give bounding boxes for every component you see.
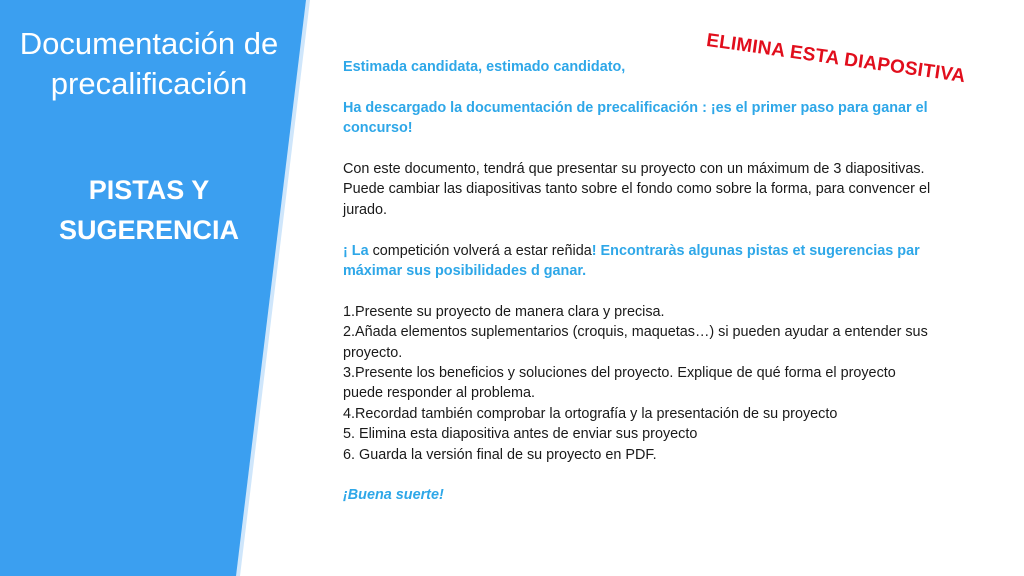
list-item: 4.Recordad también comprobar la ortografía y la presentación de su proyecto <box>343 405 838 422</box>
list-item: puede responder al problema. <box>343 385 536 402</box>
competition-tail: ! Encontraràs algunas pistas et sugerencias par <box>591 242 920 259</box>
list-item: 3.Presente los beneficios y soluciones del proyecto. Explique de qué forma el proyecto <box>343 365 896 382</box>
competition-line-1 <box>343 241 1003 261</box>
paragraph-line-3: jurado. <box>343 201 388 218</box>
subtitle-line-2: SUGERENCIA <box>58 215 240 245</box>
competition-lead: ¡ La <box>343 242 369 259</box>
paragraph-line-1: Con este documento, tendrá que presentar su proyecto con un máximum de 3 diapositivas. <box>343 161 925 177</box>
title-line-1: Documentación de <box>19 26 279 61</box>
page-title <box>8 24 290 104</box>
title-line-2: precalificación <box>50 66 248 101</box>
greeting: Estimada candidata, estimado candidato, <box>343 59 626 75</box>
list-item: 6. Guarda la versión final de su proyecto en PDF. <box>343 446 657 463</box>
paragraph-line-2: Puede cambiar las diapositivas tanto sobre el fondo como sobre la forma, para convencer el <box>343 181 931 198</box>
competition-line-2: máximar sus posibilidades d ganar. <box>343 263 587 280</box>
intro-line-2: concurso! <box>343 120 413 137</box>
closing: ¡Buena suerte! <box>343 487 444 504</box>
competition-middle: competición volverá a estar reñida <box>368 242 592 259</box>
section-subtitle <box>8 170 290 250</box>
intro-line-1: Ha descargado la documentación de precalificación : ¡es el primer paso para ganar el <box>343 99 928 116</box>
list-item: 2.Añada elementos suplementarios (croquis, maquetas…) si pueden ayudar a entender sus <box>343 324 928 341</box>
list-item: 1.Presente su proyecto de manera clara y precisa. <box>343 303 665 320</box>
delete-slide-stamp: ELIMINA ESTA DIAPOSITIVA <box>705 30 967 88</box>
subtitle-line-1: PISTAS Y <box>88 175 210 205</box>
instructions-body <box>343 57 1003 506</box>
list-item: proyecto. <box>343 344 403 361</box>
list-item: 5. Elimina esta diapositiva antes de enviar sus proyecto <box>343 426 698 443</box>
